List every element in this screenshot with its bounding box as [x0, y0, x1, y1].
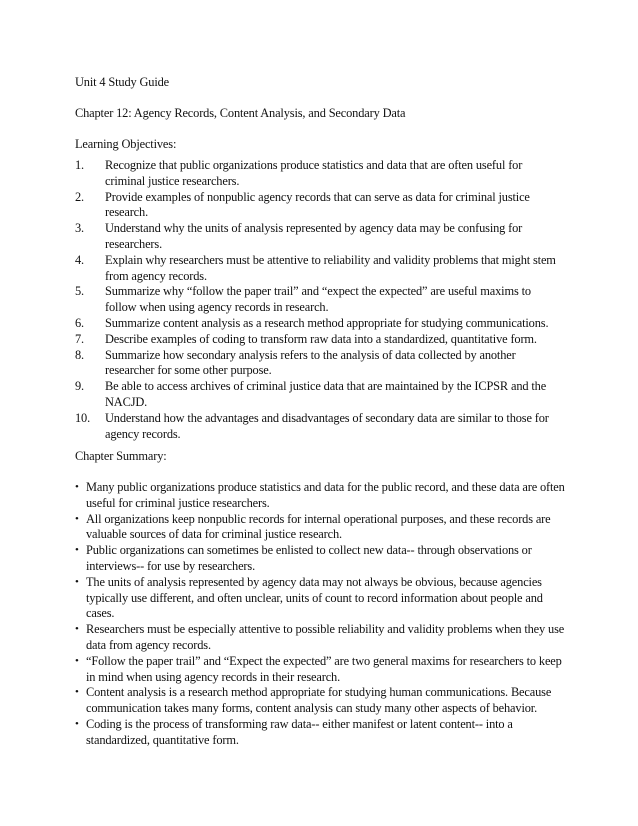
- objective-number: 5.: [75, 284, 84, 299]
- objective-item: [75, 221, 595, 253]
- objective-item: [75, 190, 595, 222]
- summary-item: [75, 717, 595, 749]
- objective-text: Recognize that public organizations produce statistics and data that are often useful for criminal justice researchers.: [105, 158, 523, 188]
- objective-text: Be able to access archives of criminal justice data that are maintained by the ICPSR and the NACJD.: [105, 379, 547, 409]
- objective-item: [75, 348, 595, 380]
- bullet-icon: •: [75, 512, 79, 525]
- bullet-icon: •: [75, 623, 79, 636]
- objectives-heading: Learning Objectives:: [75, 137, 177, 151]
- bullet-icon: •: [75, 575, 79, 588]
- document-title: Unit 4 Study Guide: [75, 75, 170, 89]
- summary-text: Content analysis is a research method appropriate for studying human communications. Because communication takes many forms, content analysis can study many other aspects of behavior.: [86, 685, 552, 716]
- objective-item: [75, 158, 595, 190]
- chapter-heading: Chapter 12: Agency Records, Content Analysis, and Secondary Data: [75, 106, 406, 120]
- summary-text: Many public organizations produce statistics and data for the public record, and these data are often useful for criminal justice researchers.: [86, 480, 565, 510]
- summary-item: [75, 512, 595, 544]
- objective-text: Understand how the advantages and disadvantages of secondary data are similar to those for agency records.: [105, 410, 549, 441]
- objective-item: [75, 411, 595, 443]
- objective-item: [75, 379, 595, 411]
- objective-number: 10.: [75, 410, 91, 425]
- summary-text: Researchers must be especially attentive to possible reliability and validity problems when they use data from agency records.: [86, 622, 565, 652]
- summary-text: “Follow the paper trail” and “Expect the expected” are two general maxims for researchers to keep in mind when using agency records in their research.: [86, 653, 562, 684]
- summary-item: [75, 685, 595, 717]
- objective-number: 7.: [75, 331, 84, 346]
- summary-text: The units of analysis represented by agency data may not always be obvious, because agencies typically use different, and often unclear, units of count to record information about people and cases.: [86, 574, 543, 621]
- bullet-icon: •: [75, 481, 79, 493]
- summary-list: [75, 480, 595, 749]
- bullet-icon: •: [75, 717, 79, 730]
- objective-number: 8.: [75, 347, 84, 362]
- objective-item: [75, 253, 595, 285]
- bullet-icon: •: [75, 544, 79, 557]
- summary-item: [75, 622, 595, 654]
- summary-text: Coding is the process of transforming raw data-- either manifest or latent content-- into a standardized, quantitative form.: [86, 716, 513, 747]
- objectives-list: [75, 158, 595, 442]
- summary-text: Public organizations can sometimes be enlisted to collect new data-- through observations or interviews-- for use by researchers.: [86, 543, 532, 573]
- objective-text: Explain why researchers must be attentive to reliability and validity problems that might stem from agency records.: [105, 252, 556, 283]
- objective-text: Understand why the units of analysis represented by agency data may be confusing for researchers.: [105, 221, 523, 251]
- summary-item: [75, 480, 595, 512]
- objective-item: [75, 316, 595, 332]
- summary-item: [75, 654, 595, 686]
- objective-number: 1.: [75, 158, 84, 172]
- bullet-icon: •: [75, 686, 79, 699]
- objective-number: 2.: [75, 189, 84, 204]
- objective-number: 9.: [75, 379, 84, 394]
- objective-number: 4.: [75, 252, 84, 267]
- summary-item: [75, 543, 595, 575]
- summary-item: [75, 575, 595, 622]
- objective-text: Provide examples of nonpublic agency records that can serve as data for criminal justice research.: [105, 189, 530, 220]
- objective-text: Summarize content analysis as a research method appropriate for studying communications.: [105, 315, 549, 330]
- objective-text: Summarize how secondary analysis refers to the analysis of data collected by another researcher for some other purpose.: [105, 347, 516, 378]
- objective-item: [75, 332, 595, 348]
- objective-text: Summarize why “follow the paper trail” and “expect the expected” are useful maxims to follow when using agency records in research.: [105, 284, 531, 315]
- summary-heading: Chapter Summary:: [75, 449, 167, 463]
- objective-number: 6.: [75, 315, 84, 330]
- summary-text: All organizations keep nonpublic records for internal operational purposes, and these records are valuable sources of data for criminal justice research.: [86, 511, 551, 542]
- bullet-icon: •: [75, 654, 79, 667]
- objective-text: Describe examples of coding to transform raw data into a standardized, quantitative form.: [105, 331, 537, 346]
- objective-number: 3.: [75, 221, 84, 236]
- objective-item: [75, 284, 595, 316]
